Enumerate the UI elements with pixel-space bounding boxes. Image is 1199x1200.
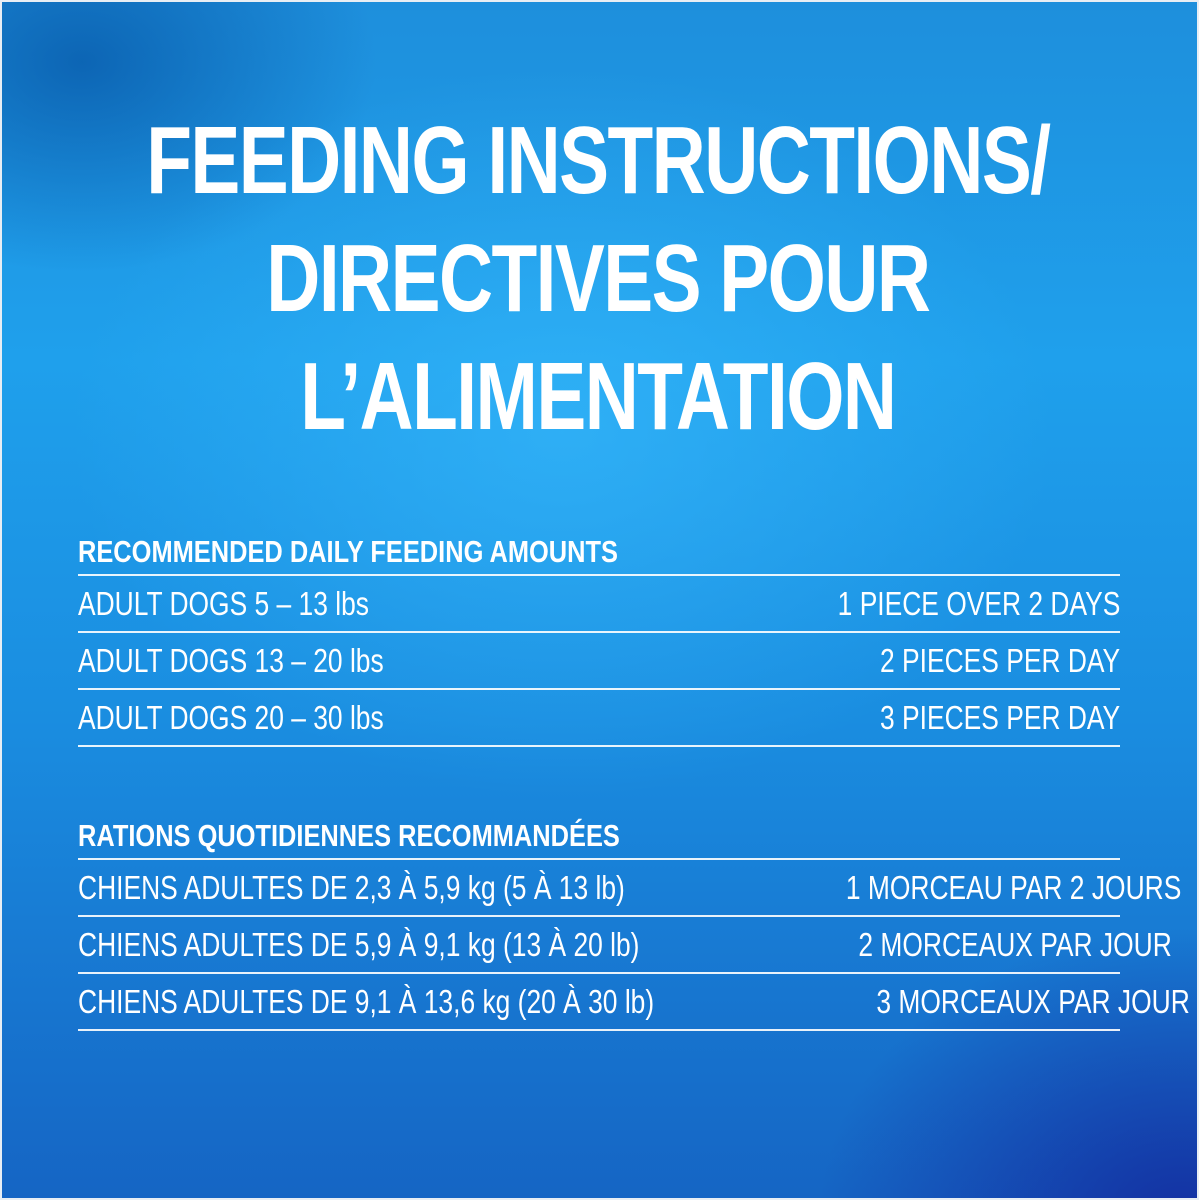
title-line-1: FEEDING INSTRUCTIONS/ xyxy=(146,107,1050,214)
page-title xyxy=(132,102,1064,456)
row-weight-label: CHIENS ADULTES DE 9,1 À 13,6 kg (20 À 30 lb) xyxy=(78,982,655,1020)
row-weight-label: CHIENS ADULTES DE 2,3 À 5,9 kg (5 À 13 lb) xyxy=(78,868,625,906)
french-feeding-table xyxy=(78,814,1190,1031)
table-row xyxy=(78,633,1120,690)
table-row xyxy=(78,860,1181,917)
english-feeding-table xyxy=(78,530,1120,747)
row-weight-label: ADULT DOGS 5 – 13 lbs xyxy=(78,584,370,622)
row-amount: 3 PIECES PER DAY xyxy=(879,698,1120,736)
english-table-heading: RECOMMENDED DAILY FEEDING AMOUNTS xyxy=(78,534,618,569)
table-row xyxy=(78,917,1172,974)
row-amount: 1 MORCEAU PAR 2 JOURS xyxy=(845,868,1181,906)
row-weight-label: ADULT DOGS 20 – 30 lbs xyxy=(78,698,384,736)
title-line-3: L’ALIMENTATION xyxy=(300,343,896,450)
title-line-2: DIRECTIVES POUR xyxy=(266,225,930,332)
row-weight-label: ADULT DOGS 13 – 20 lbs xyxy=(78,641,384,679)
row-amount: 1 PIECE OVER 2 DAYS xyxy=(837,584,1120,622)
row-amount: 2 PIECES PER DAY xyxy=(879,641,1120,679)
row-weight-label: CHIENS ADULTES DE 5,9 À 9,1 kg (13 À 20 lb) xyxy=(78,925,640,963)
table-row xyxy=(78,690,1120,747)
table-row xyxy=(78,974,1190,1031)
row-amount: 2 MORCEAUX PAR JOUR xyxy=(858,925,1172,963)
french-table-heading: RATIONS QUOTIDIENNES RECOMMANDÉES xyxy=(78,818,620,853)
table-row xyxy=(78,576,1120,633)
row-amount: 3 MORCEAUX PAR JOUR xyxy=(876,982,1190,1020)
